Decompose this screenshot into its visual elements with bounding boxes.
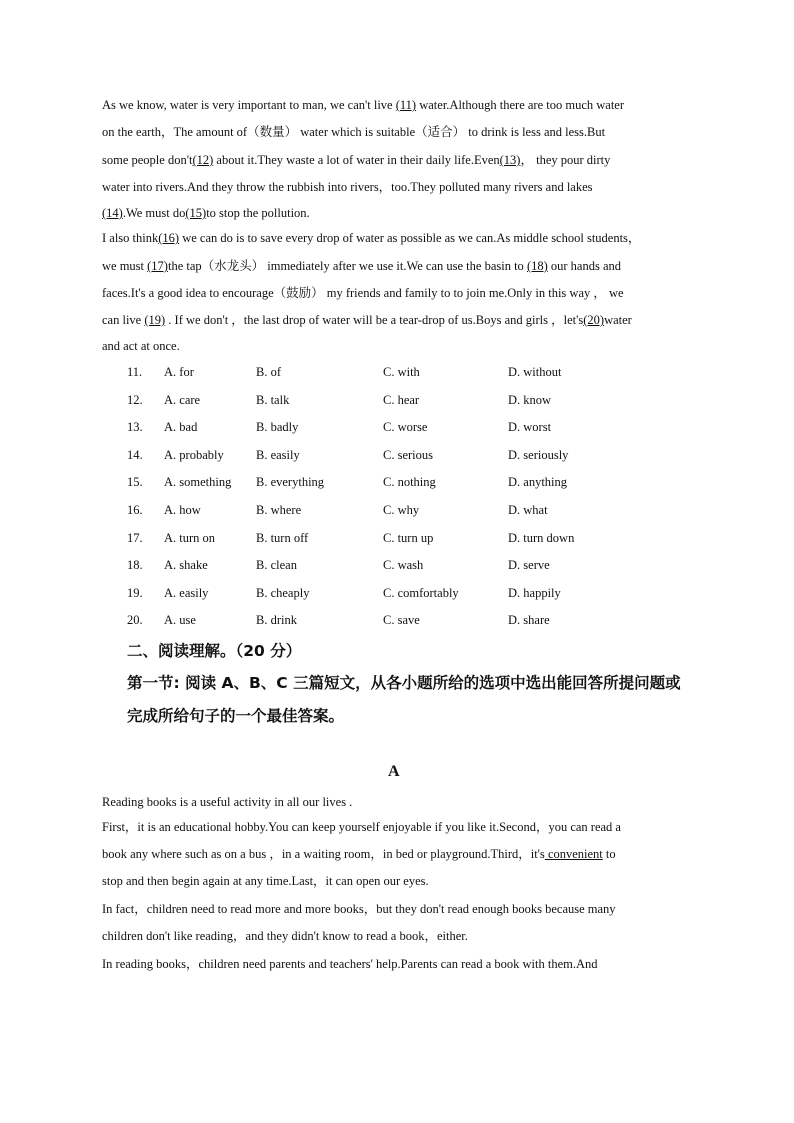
option-c: C. with [383, 365, 420, 379]
passage-line: children don't like reading，and they didn't know to read a book，either. [102, 929, 468, 943]
option-d: D. anything [508, 475, 568, 489]
option-a: A. easily [164, 586, 209, 600]
passage-line [102, 846, 616, 862]
option-a: A. use [164, 613, 196, 627]
passage-line [102, 152, 610, 168]
option-d: D. without [508, 365, 562, 379]
option-b: B. cheaply [256, 586, 310, 600]
blank-13: (13) [499, 153, 521, 167]
question-number: 20. [127, 613, 143, 627]
option-c: C. why [383, 503, 420, 517]
text: we can do is to save every drop of water as possible as we can.As middle school students， [179, 231, 641, 245]
blank-19: (19) [144, 313, 166, 327]
question-number: 16. [127, 503, 143, 517]
option-a: A. probably [164, 448, 224, 462]
option-c: C. wash [383, 558, 424, 572]
text: some people don't [102, 153, 193, 167]
question-number: 17. [127, 531, 143, 545]
option-a: A. turn on [164, 531, 216, 545]
text: about it.They waste a lot of water in their daily life.Even [213, 153, 500, 167]
option-c: C. hear [383, 393, 420, 407]
question-number: 19. [127, 586, 143, 600]
section-instruction: 完成所给句子的一个最佳答案。 [127, 707, 345, 725]
passage-line [102, 312, 632, 328]
question-number: 14. [127, 448, 143, 462]
question-number: 11. [127, 365, 143, 379]
option-c: C. comfortably [383, 586, 459, 600]
option-d: D. serve [508, 558, 550, 572]
underlined-word: convenient [544, 847, 603, 861]
passage-line: stop and then begin again at any time.Last，it can open our eyes. [102, 874, 429, 888]
text: . If we don't ，the last drop of water will be a tear-drop of us.Boys and girls ，let's [165, 313, 584, 327]
option-d: D. share [508, 613, 550, 627]
option-b: B. clean [256, 558, 297, 572]
passage-line: In reading books，children need parents and teachers' help.Parents can read a book with them.And [102, 957, 598, 971]
section-instruction: 第一节: 阅读 A、B、C 三篇短文，从各小题所给的选项中选出能回答所提问题或 [127, 674, 681, 692]
text: the tap（水龙头） immediately after we use it.We can use the basin to [167, 259, 527, 273]
option-d: D. know [508, 393, 552, 407]
option-a: A. for [164, 365, 194, 379]
option-d: D. worst [508, 420, 552, 434]
option-b: B. talk [256, 393, 290, 407]
passage-line [102, 338, 180, 354]
option-d: D. turn down [508, 531, 575, 545]
text: to [602, 847, 616, 861]
text: .We must do [122, 206, 186, 220]
passage-line: Reading books is a useful activity in all our lives . [102, 795, 353, 809]
blank-14: (14) [102, 206, 123, 220]
text: and act at once. [102, 339, 180, 353]
passage-line: First，it is an educational hobby.You can keep yourself enjoyable if you like it.Second，you can read a [102, 820, 621, 834]
option-b: B. of [256, 365, 281, 379]
text: faces.It's a good idea to encourage（鼓励） my friends and family to to join me.Only in this way ， we [102, 286, 624, 300]
option-c: C. turn up [383, 531, 434, 545]
question-number: 15. [127, 475, 143, 489]
passage-line: In fact，children need to read more and more books，but they don't read enough books because many [102, 902, 616, 916]
option-d: D. what [508, 503, 548, 517]
text: ， they pour dirty [520, 153, 611, 167]
option-c: C. serious [383, 448, 433, 462]
question-number: 12. [127, 393, 143, 407]
option-a: A. care [164, 393, 201, 407]
passage-line [102, 285, 624, 301]
text: As we know, water is very important to man, we can't live [102, 98, 396, 112]
option-a: A. something [164, 475, 232, 489]
text: can live [102, 313, 145, 327]
blank-15: (15) [185, 206, 207, 220]
passage-line [102, 230, 640, 246]
option-c: C. nothing [383, 475, 436, 489]
text: book any where such as on a bus ，in a waiting room，in bed or playground.Third，it's [102, 847, 545, 861]
blank-12: (12) [192, 153, 214, 167]
option-b: B. easily [256, 448, 300, 462]
text: on the earth，The amount of（数量） water which is suitable（适合） to drink is less and less.But [102, 125, 606, 139]
option-c: C. save [383, 613, 420, 627]
passage-line [102, 205, 310, 221]
text: water [604, 313, 632, 327]
question-number: 18. [127, 558, 143, 572]
option-b: B. where [256, 503, 302, 517]
option-c: C. worse [383, 420, 428, 434]
blank-18: (18) [526, 259, 548, 273]
text: our hands and [547, 259, 622, 273]
option-d: D. seriously [508, 448, 569, 462]
text: we must [102, 259, 148, 273]
question-number: 13. [127, 420, 143, 434]
option-b: B. turn off [256, 531, 309, 545]
option-b: B. drink [256, 613, 297, 627]
option-b: B. everything [256, 475, 325, 489]
text: I also think [102, 231, 159, 245]
section-heading: 二、阅读理解。（20 分） [127, 642, 302, 660]
text: water.Although there are too much water [416, 98, 625, 112]
passage-line [102, 124, 605, 140]
passage-line [102, 258, 621, 274]
blank-17: (17) [147, 259, 168, 273]
text: water into rivers.And they throw the rubbish into rivers，too.They polluted many rivers and lakes [102, 180, 593, 194]
passage-line [102, 97, 624, 113]
passage-line [102, 179, 593, 195]
option-b: B. badly [256, 420, 299, 434]
blank-20: (20) [583, 313, 605, 327]
passage-title: A [388, 763, 400, 780]
option-d: D. happily [508, 586, 561, 600]
blank-11: (11) [395, 98, 417, 112]
option-a: A. shake [164, 558, 208, 572]
blank-16: (16) [158, 231, 180, 245]
option-a: A. bad [164, 420, 198, 434]
option-a: A. how [164, 503, 201, 517]
text: to stop the pollution. [206, 206, 310, 220]
